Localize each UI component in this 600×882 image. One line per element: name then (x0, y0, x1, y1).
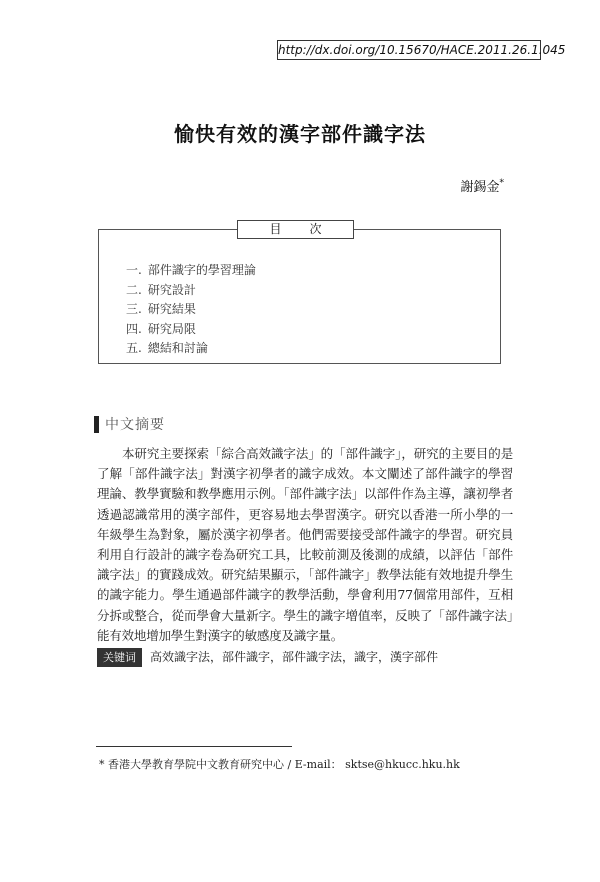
toc-item (126, 281, 256, 301)
footnote-divider (96, 746, 292, 747)
footnote: * 香港大學教育學院中文教育研究中心 / E-mail： sktse@hkucc.hku.hk (99, 758, 460, 771)
toc-item-number: 一. (126, 263, 142, 277)
abstract-body: 本研究主要探索「綜合高效識字法」的「部件識字」，研究的主要目的是了解「部件識字法」對漢字初學者的識字成效。本文闡述了部件識字的學習理論、教學實驗和教學應用示例。「部件識字法」以部件作為主導，讓初學者透過認識常用的漢字部件，更容易地去學習漢字。研究以香港一所小學的一年級學生為對象，屬於漢字初學者。他們需要接受部件識字的學習。研究員利用自行設計的識字卷為研究工具，比較前測及後測的成績，以評估「部件識字法」的實踐成效。研究結果顯示，「部件識字」教學法能有效地提升學生的識字能力。學生通過部件識字的教學活動，學會利用77個常用部件，互相分拆或整合，從而學會大量新字。學生的識字增值率，反映了「部件識字法」能有效地增加學生對漢字的敏感度及識字量。 (97, 446, 513, 643)
toc-item-label: 總結和討論 (147, 341, 208, 355)
keywords-label: 关键词 (97, 648, 142, 667)
paper-title: 愉快有效的漢字部件識字法 (174, 122, 426, 146)
keywords (97, 648, 438, 667)
toc-item-number: 二. (126, 282, 142, 297)
toc-item-label: 研究結果 (147, 302, 196, 316)
doi-link[interactable]: http://dx.doi.org/10.15670/HACE.2011.26.1.045 (277, 40, 541, 60)
toc-item (126, 300, 256, 320)
author-name: 謝錫金 (460, 180, 500, 195)
author-footnote-mark: * (499, 178, 504, 189)
toc-heading: 目次 (237, 220, 354, 239)
toc-item (126, 339, 256, 359)
toc-item (126, 320, 256, 340)
toc-item-number: 三. (126, 302, 142, 316)
toc-item-label: 研究設計 (147, 282, 196, 297)
toc-item (126, 261, 256, 281)
abstract-heading (94, 416, 165, 434)
keywords-value: 高效識字法，部件識字，部件識字法，識字，漢字部件 (150, 650, 439, 664)
author (460, 176, 504, 195)
toc-item-label: 部件識字的學習理論 (147, 263, 256, 277)
toc-list (126, 261, 256, 359)
toc-item-number: 五. (126, 341, 142, 355)
heading-bar (94, 416, 99, 433)
toc-item-number: 四. (126, 321, 142, 336)
toc-item-label: 研究局限 (147, 321, 196, 336)
abstract-heading-text: 中文摘要 (105, 417, 165, 433)
